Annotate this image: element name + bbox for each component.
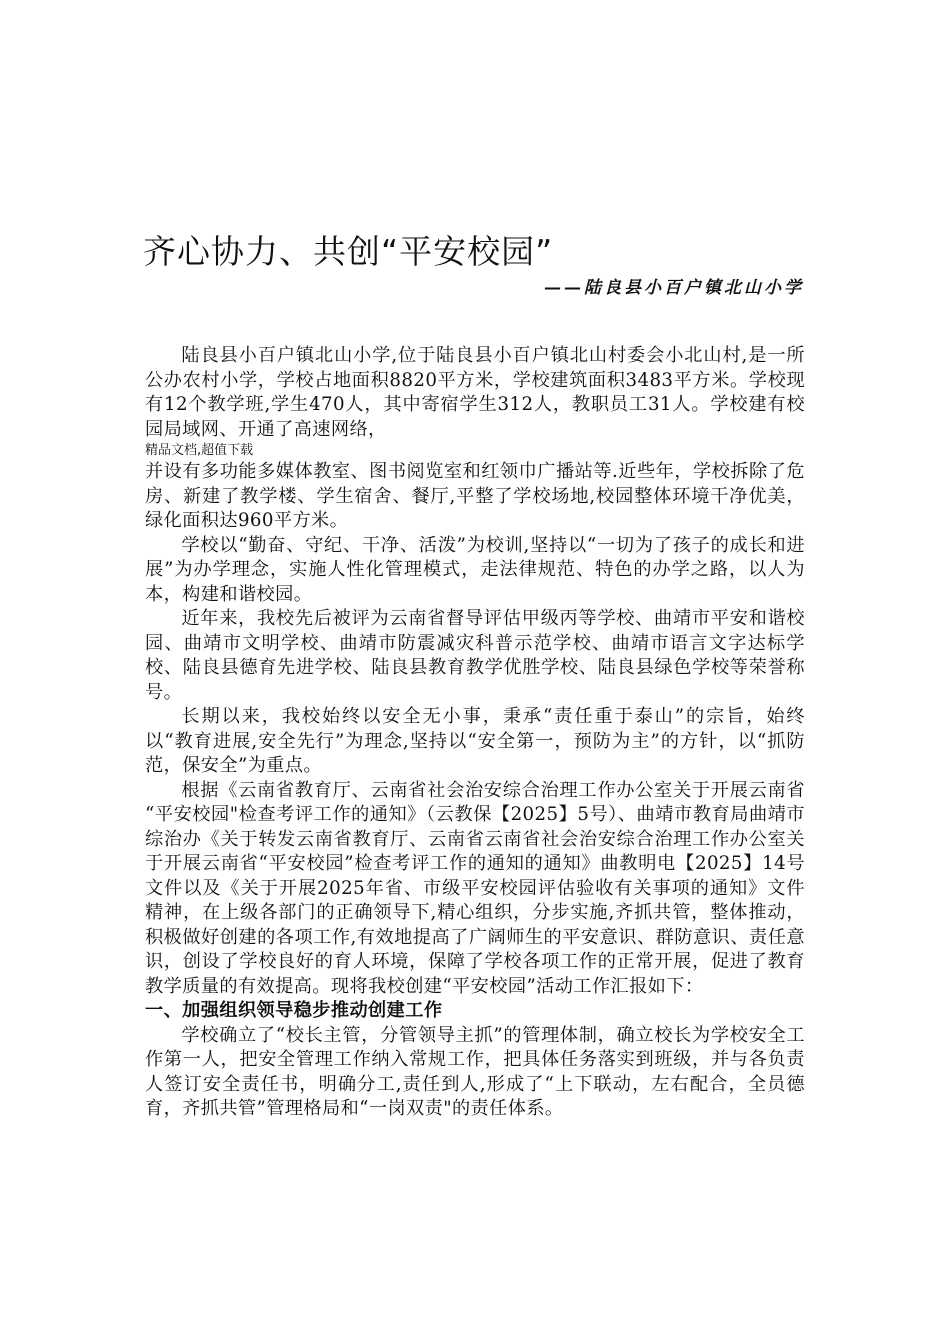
paragraph-management: 学校确立了“校长主管，分管领导主抓”的管理体制，确立校长为学校安全工作第一人，把安全管理工作纳入常规工作，把具体任务落实到班级，并与各负责人签订安全责任书，明确分工,责任到人,形成了“上下联动，左右配合，全员德育，齐抓共管”管理格局和“一岗双责"的责任体系。 [145, 1024, 805, 1119]
document-title: 齐心协力、共创“平安校园” [143, 232, 554, 271]
paragraph-safety-principle: 长期以来，我校始终以安全无小事，秉承“责任重于泰山”的宗旨，始终以“教育进展,安全先行”为理念,坚持以“安全第一，预防为主”的方针，以“抓防范，保安全”为重点。 [145, 706, 805, 776]
watermark-text: 精品文档,超值下载 [145, 443, 254, 458]
section-heading-1: 一、加强组织领导稳步推动创建工作 [145, 1000, 443, 1021]
paragraph-honors: 近年来，我校先后被评为云南省督导评估甲级丙等学校、曲靖市平安和谐校园、曲靖市文明学校、曲靖市防震减灾科普示范学校、曲靖市语言文字达标学校、陆良县德育先进学校、陆良县教育教学优胜学校、陆良县绿色学校等荣誉称号。 [145, 608, 805, 703]
paragraph-intro-part2: 并设有多功能多媒体教室、图书阅览室和红领巾广播站等.近些年，学校拆除了危房、新建了教学楼、学生宿舍、餐厅,平整了学校场地,校园整体环境干净优美，绿化面积达960平方米。 [145, 461, 805, 531]
document-body [145, 344, 805, 1122]
document-byline: ——陆良县小百户镇北山小学 [544, 278, 804, 298]
paragraph-intro-part1: 陆良县小百户镇北山小学,位于陆良县小百户镇北山村委会小北山村,是一所公办农村小学，学校占地面积8820平方米，学校建筑面积3483平方米。学校现有12个教学班,学生470人，其中寄宿学生312人，教职员工31人。学校建有校园局域网、开通了高速网络， [145, 345, 805, 440]
paragraph-motto: 学校以“勤奋、守纪、干净、活泼”为校训,坚持以“一切为了孩子的成长和进展”为办学理念，实施人性化管理模式，走法律规范、特色的办学之路，以人为本，构建和谐校园。 [145, 534, 805, 605]
paragraph-basis: 根据《云南省教育厅、云南省社会治安综合治理工作办公室关于开展云南省 “平安校园"检查考评工作的通知》（云教保【2025】5号）、曲靖市教育局曲靖市综治办《关于转发云南省教育厅、云南省云南省社会治安综合治理工作办公室关于开展云南省“平安校园”检查考评工作的通知的通知》曲教明电【2025】14号文件以及《关于开展2025年省、市级平安校园评估验收有关事项的通知》文件精神，在上级各部门的正确领导下,精心组织，分步实施,齐抓共管，整体推动，积极做好创建的各项工作,有效地提高了广阔师生的平安意识、群防意识、责任意识，创设了学校良好的育人环境，保障了学校各项工作的正常开展，促进了教育教学质量的有效提高。现将我校创建“平安校园”活动工作汇报如下： [145, 779, 805, 997]
